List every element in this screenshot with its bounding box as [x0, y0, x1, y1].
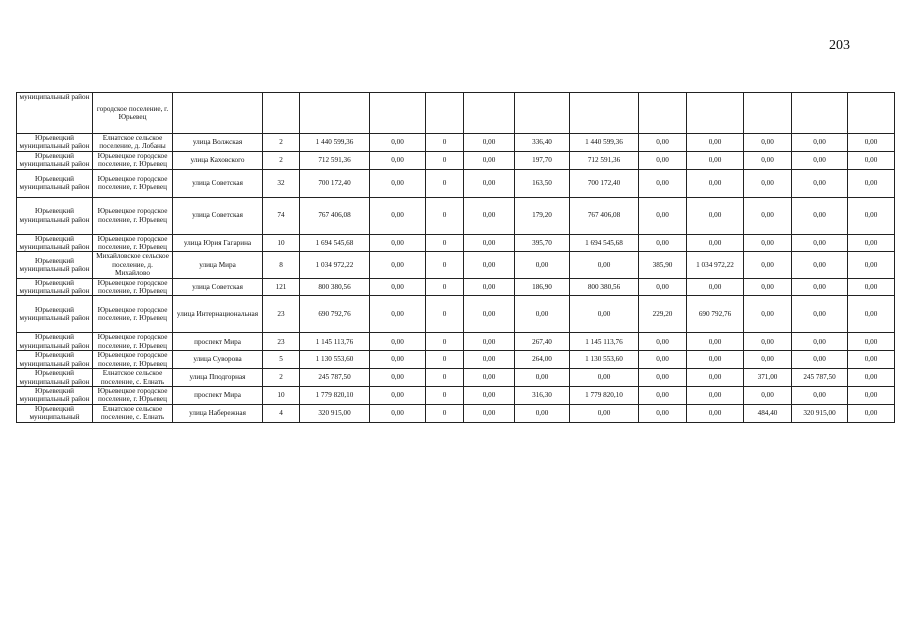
value-cell-c11: 0,00	[848, 404, 895, 422]
value-cell-c3: 0	[426, 252, 464, 278]
street-cell: улица Пподгорная	[173, 369, 263, 387]
value-cell-c1: 1 034 972,22	[300, 252, 370, 278]
district-cell: Юрьевецкий муниципальный район	[17, 151, 93, 169]
district-cell: Юрьевецкий муниципальный район	[17, 169, 93, 197]
value-cell-c4: 0,00	[464, 369, 515, 387]
value-cell-c6: 767 406,08	[570, 197, 639, 234]
value-cell-c1: 700 172,40	[300, 169, 370, 197]
value-cell-c10: 0,00	[792, 386, 848, 404]
value-cell-c4: 0,00	[464, 169, 515, 197]
table-row	[17, 404, 895, 422]
value-cell-c3: 0	[426, 333, 464, 351]
value-cell-c3: 0	[426, 351, 464, 369]
value-cell-c1: 690 792,76	[300, 296, 370, 333]
district-cell: муниципальный район	[17, 93, 93, 134]
value-cell-c11: 0,00	[848, 151, 895, 169]
district-cell: Юрьевецкий муниципальный район	[17, 369, 93, 387]
value-cell-c6	[570, 93, 639, 134]
district-cell: Юрьевецкий муниципальный район	[17, 333, 93, 351]
value-cell-c3: 0	[426, 369, 464, 387]
value-cell-c10: 245 787,50	[792, 369, 848, 387]
value-cell-c10: 320 915,00	[792, 404, 848, 422]
value-cell-c10: 0,00	[792, 278, 848, 296]
value-cell-c11: 0,00	[848, 369, 895, 387]
value-cell-c7: 0,00	[639, 169, 687, 197]
street-cell	[173, 93, 263, 134]
value-cell-c8: 0,00	[687, 386, 744, 404]
table-row	[17, 278, 895, 296]
street-cell: улица Советская	[173, 278, 263, 296]
value-cell-c10: 0,00	[792, 197, 848, 234]
house-number-cell: 32	[263, 169, 300, 197]
value-cell-c1	[300, 93, 370, 134]
value-cell-c7	[639, 93, 687, 134]
settlement-cell: Михайловское сельское поселение, д. Михайлово	[93, 252, 173, 278]
house-number-cell: 23	[263, 296, 300, 333]
page-number: 203	[829, 38, 850, 53]
value-cell-c2: 0,00	[370, 151, 426, 169]
value-cell-c7: 0,00	[639, 386, 687, 404]
district-cell: Юрьевецкий муниципальный район	[17, 252, 93, 278]
value-cell-c6: 1 130 553,60	[570, 351, 639, 369]
street-cell: проспект Мира	[173, 386, 263, 404]
value-cell-c11: 0,00	[848, 333, 895, 351]
value-cell-c5: 316,30	[515, 386, 570, 404]
value-cell-c4: 0,00	[464, 296, 515, 333]
value-cell-c2: 0,00	[370, 252, 426, 278]
district-cell: Юрьевецкий муниципальный район	[17, 197, 93, 234]
district-cell: Юрьевецкий муниципальный	[17, 404, 93, 422]
settlement-cell: Юрьевецкое городское поселение, г. Юрьевец	[93, 197, 173, 234]
value-cell-c3: 0	[426, 151, 464, 169]
value-cell-c11: 0,00	[848, 386, 895, 404]
value-cell-c6: 0,00	[570, 252, 639, 278]
value-cell-c3: 0	[426, 404, 464, 422]
value-cell-c4: 0,00	[464, 404, 515, 422]
value-cell-c10: 0,00	[792, 134, 848, 152]
street-cell: улица Суворова	[173, 351, 263, 369]
value-cell-c6: 800 380,56	[570, 278, 639, 296]
value-cell-c6: 1 145 113,76	[570, 333, 639, 351]
house-number-cell: 5	[263, 351, 300, 369]
value-cell-c5: 0,00	[515, 252, 570, 278]
street-cell: улица Интернациональная	[173, 296, 263, 333]
value-cell-c8: 0,00	[687, 369, 744, 387]
value-cell-c9: 0,00	[744, 386, 792, 404]
value-cell-c5: 0,00	[515, 369, 570, 387]
street-cell: улица Набережная	[173, 404, 263, 422]
value-cell-c1: 800 380,56	[300, 278, 370, 296]
value-cell-c8: 0,00	[687, 151, 744, 169]
table-row	[17, 169, 895, 197]
value-cell-c2: 0,00	[370, 134, 426, 152]
value-cell-c1: 245 787,50	[300, 369, 370, 387]
table-row	[17, 93, 895, 134]
table-row	[17, 197, 895, 234]
value-cell-c3: 0	[426, 234, 464, 252]
house-number-cell: 2	[263, 134, 300, 152]
settlement-cell: Юрьевецкое городское поселение, г. Юрьевец	[93, 351, 173, 369]
house-number-cell: 121	[263, 278, 300, 296]
value-cell-c4: 0,00	[464, 197, 515, 234]
value-cell-c6: 0,00	[570, 369, 639, 387]
value-cell-c3: 0	[426, 278, 464, 296]
house-number-cell: 2	[263, 151, 300, 169]
value-cell-c3: 0	[426, 386, 464, 404]
value-cell-c1: 1 694 545,68	[300, 234, 370, 252]
table-row	[17, 369, 895, 387]
district-cell: Юрьевецкий муниципальный район	[17, 296, 93, 333]
value-cell-c7: 385,90	[639, 252, 687, 278]
value-cell-c10: 0,00	[792, 333, 848, 351]
value-cell-c11: 0,00	[848, 197, 895, 234]
value-cell-c10	[792, 93, 848, 134]
table-row	[17, 234, 895, 252]
value-cell-c2: 0,00	[370, 234, 426, 252]
settlement-cell: Юрьевецкое городское поселение, г. Юрьевец	[93, 296, 173, 333]
value-cell-c6: 1 440 599,36	[570, 134, 639, 152]
house-number-cell: 23	[263, 333, 300, 351]
value-cell-c3: 0	[426, 134, 464, 152]
value-cell-c6: 0,00	[570, 404, 639, 422]
district-cell: Юрьевецкий муниципальный район	[17, 134, 93, 152]
settlement-cell: Юрьевецкое городское поселение, г. Юрьевец	[93, 151, 173, 169]
value-cell-c9: 0,00	[744, 278, 792, 296]
house-number-cell: 10	[263, 234, 300, 252]
value-cell-c9: 0,00	[744, 252, 792, 278]
value-cell-c2: 0,00	[370, 351, 426, 369]
value-cell-c1: 1 145 113,76	[300, 333, 370, 351]
value-cell-c4: 0,00	[464, 134, 515, 152]
house-number-cell	[263, 93, 300, 134]
value-cell-c1: 1 130 553,60	[300, 351, 370, 369]
value-cell-c11: 0,00	[848, 134, 895, 152]
district-cell: Юрьевецкий муниципальный район	[17, 386, 93, 404]
value-cell-c4: 0,00	[464, 252, 515, 278]
value-cell-c2: 0,00	[370, 169, 426, 197]
value-cell-c3	[426, 93, 464, 134]
value-cell-c8	[687, 93, 744, 134]
settlement-cell: Елнатское сельское поселение, с. Елнать	[93, 404, 173, 422]
value-cell-c9: 371,00	[744, 369, 792, 387]
value-cell-c7: 0,00	[639, 351, 687, 369]
table-row	[17, 252, 895, 278]
value-cell-c5: 336,40	[515, 134, 570, 152]
value-cell-c1: 712 591,36	[300, 151, 370, 169]
value-cell-c7: 0,00	[639, 234, 687, 252]
value-cell-c6: 1 694 545,68	[570, 234, 639, 252]
settlement-cell: Юрьевецкое городское поселение, г. Юрьевец	[93, 278, 173, 296]
value-cell-c5: 264,00	[515, 351, 570, 369]
street-cell: улица Мира	[173, 252, 263, 278]
value-cell-c1: 1 779 820,10	[300, 386, 370, 404]
house-number-cell: 4	[263, 404, 300, 422]
value-cell-c5: 395,70	[515, 234, 570, 252]
table-row	[17, 134, 895, 152]
value-cell-c4: 0,00	[464, 351, 515, 369]
value-cell-c8: 690 792,76	[687, 296, 744, 333]
value-cell-c7: 0,00	[639, 404, 687, 422]
value-cell-c11	[848, 93, 895, 134]
value-cell-c10: 0,00	[792, 169, 848, 197]
value-cell-c5: 0,00	[515, 296, 570, 333]
value-cell-c8: 0,00	[687, 197, 744, 234]
value-cell-c5: 163,50	[515, 169, 570, 197]
value-cell-c2: 0,00	[370, 333, 426, 351]
value-cell-c9: 0,00	[744, 151, 792, 169]
district-cell: Юрьевецкий муниципальный район	[17, 278, 93, 296]
value-cell-c10: 0,00	[792, 296, 848, 333]
value-cell-c1: 1 440 599,36	[300, 134, 370, 152]
table-row	[17, 333, 895, 351]
value-cell-c1: 320 915,00	[300, 404, 370, 422]
district-cell: Юрьевецкий муниципальный район	[17, 234, 93, 252]
value-cell-c8: 0,00	[687, 169, 744, 197]
street-cell: улица Каховского	[173, 151, 263, 169]
value-cell-c4	[464, 93, 515, 134]
value-cell-c6: 700 172,40	[570, 169, 639, 197]
value-cell-c7: 0,00	[639, 333, 687, 351]
settlement-cell: Елнатское сельское поселение, д. Лобаны	[93, 134, 173, 152]
street-cell: улица Волжская	[173, 134, 263, 152]
settlement-cell: городское поселение, г. Юрьевец	[93, 93, 173, 134]
value-cell-c2	[370, 93, 426, 134]
value-cell-c7: 0,00	[639, 369, 687, 387]
value-cell-c2: 0,00	[370, 197, 426, 234]
value-cell-c11: 0,00	[848, 234, 895, 252]
registry-table	[16, 92, 895, 423]
value-cell-c4: 0,00	[464, 333, 515, 351]
value-cell-c2: 0,00	[370, 386, 426, 404]
value-cell-c7: 0,00	[639, 197, 687, 234]
value-cell-c9: 0,00	[744, 234, 792, 252]
value-cell-c7: 229,20	[639, 296, 687, 333]
value-cell-c7: 0,00	[639, 134, 687, 152]
value-cell-c5: 197,70	[515, 151, 570, 169]
value-cell-c8: 0,00	[687, 234, 744, 252]
value-cell-c9	[744, 93, 792, 134]
settlement-cell: Юрьевецкое городское поселение, г. Юрьевец	[93, 333, 173, 351]
value-cell-c8: 0,00	[687, 404, 744, 422]
value-cell-c8: 1 034 972,22	[687, 252, 744, 278]
value-cell-c10: 0,00	[792, 351, 848, 369]
settlement-cell: Елнатское сельское поселение, с. Елнать	[93, 369, 173, 387]
value-cell-c11: 0,00	[848, 278, 895, 296]
value-cell-c9: 0,00	[744, 169, 792, 197]
value-cell-c5: 0,00	[515, 404, 570, 422]
value-cell-c9: 0,00	[744, 333, 792, 351]
value-cell-c9: 484,40	[744, 404, 792, 422]
value-cell-c10: 0,00	[792, 151, 848, 169]
street-cell: улица Советская	[173, 197, 263, 234]
house-number-cell: 8	[263, 252, 300, 278]
value-cell-c11: 0,00	[848, 169, 895, 197]
settlement-cell: Юрьевецкое городское поселение, г. Юрьевец	[93, 234, 173, 252]
value-cell-c2: 0,00	[370, 404, 426, 422]
settlement-cell: Юрьевецкое городское поселение, г. Юрьевец	[93, 386, 173, 404]
value-cell-c8: 0,00	[687, 351, 744, 369]
district-cell: Юрьевецкий муниципальный район	[17, 351, 93, 369]
value-cell-c8: 0,00	[687, 134, 744, 152]
value-cell-c8: 0,00	[687, 333, 744, 351]
value-cell-c8: 0,00	[687, 278, 744, 296]
value-cell-c11: 0,00	[848, 252, 895, 278]
value-cell-c11: 0,00	[848, 296, 895, 333]
value-cell-c10: 0,00	[792, 252, 848, 278]
value-cell-c3: 0	[426, 296, 464, 333]
value-cell-c3: 0	[426, 197, 464, 234]
table-row	[17, 296, 895, 333]
street-cell: улица Советская	[173, 169, 263, 197]
value-cell-c1: 767 406,08	[300, 197, 370, 234]
street-cell: проспект Мира	[173, 333, 263, 351]
street-cell: улица Юрия Гагарина	[173, 234, 263, 252]
value-cell-c5: 267,40	[515, 333, 570, 351]
value-cell-c4: 0,00	[464, 234, 515, 252]
value-cell-c11: 0,00	[848, 351, 895, 369]
value-cell-c9: 0,00	[744, 351, 792, 369]
value-cell-c4: 0,00	[464, 151, 515, 169]
value-cell-c9: 0,00	[744, 296, 792, 333]
value-cell-c10: 0,00	[792, 234, 848, 252]
value-cell-c6: 1 779 820,10	[570, 386, 639, 404]
table-row	[17, 151, 895, 169]
value-cell-c4: 0,00	[464, 386, 515, 404]
value-cell-c9: 0,00	[744, 197, 792, 234]
value-cell-c5: 186,90	[515, 278, 570, 296]
value-cell-c2: 0,00	[370, 369, 426, 387]
value-cell-c2: 0,00	[370, 278, 426, 296]
value-cell-c7: 0,00	[639, 278, 687, 296]
table-row	[17, 351, 895, 369]
value-cell-c5: 179,20	[515, 197, 570, 234]
value-cell-c2: 0,00	[370, 296, 426, 333]
table-body	[17, 93, 895, 423]
value-cell-c4: 0,00	[464, 278, 515, 296]
settlement-cell: Юрьевецкое городское поселение, г. Юрьевец	[93, 169, 173, 197]
table-row	[17, 386, 895, 404]
value-cell-c5	[515, 93, 570, 134]
value-cell-c6: 0,00	[570, 296, 639, 333]
value-cell-c3: 0	[426, 169, 464, 197]
value-cell-c9: 0,00	[744, 134, 792, 152]
house-number-cell: 2	[263, 369, 300, 387]
house-number-cell: 10	[263, 386, 300, 404]
house-number-cell: 74	[263, 197, 300, 234]
value-cell-c7: 0,00	[639, 151, 687, 169]
value-cell-c6: 712 591,36	[570, 151, 639, 169]
